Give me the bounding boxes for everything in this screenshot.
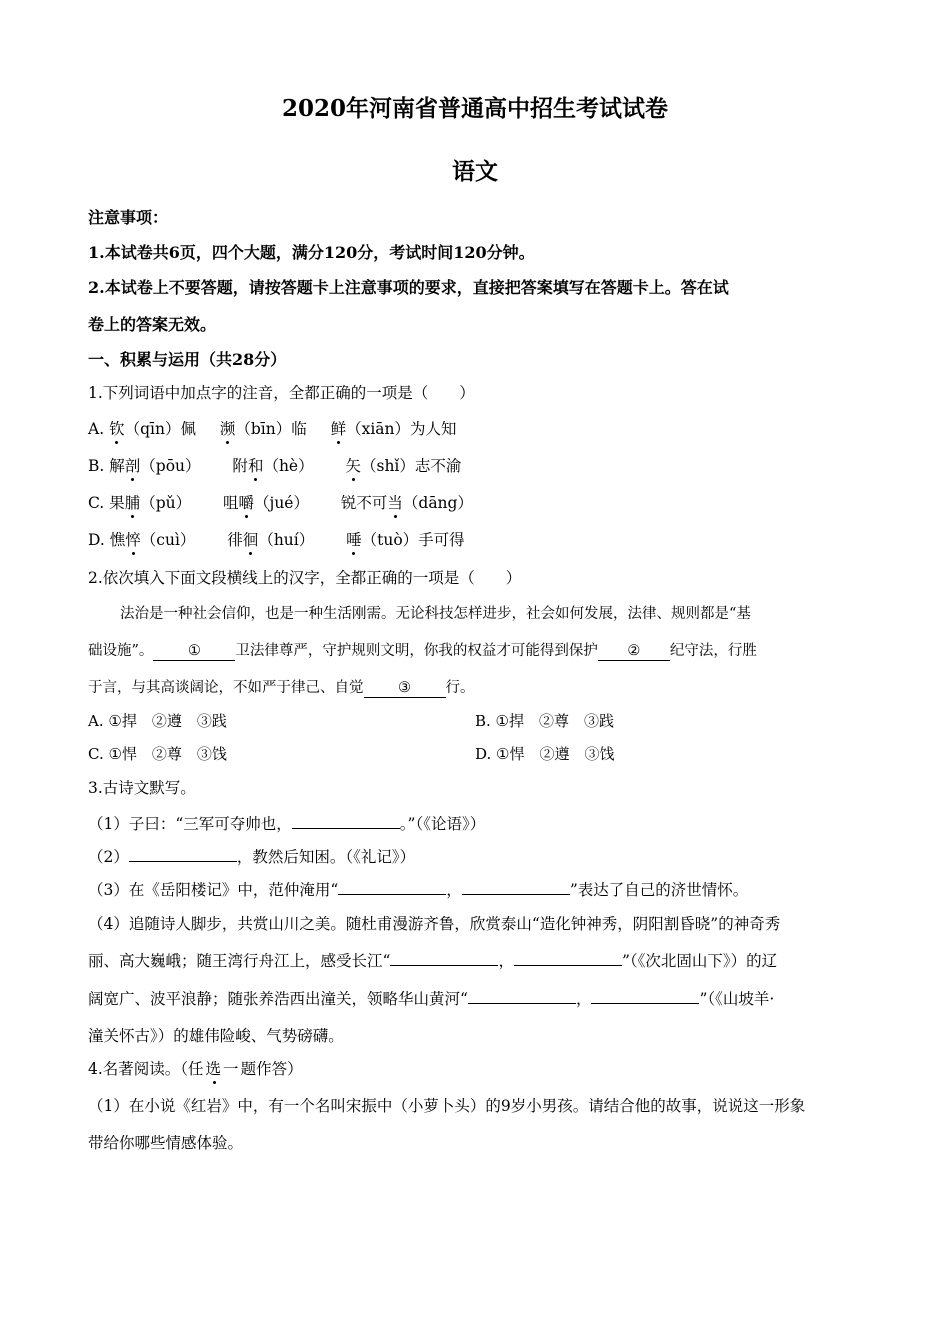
q2-passage-line-1: 法治是一种社会信仰，也是一种生活刚需。无论科技怎样进步，社会如何发展，法律、规则都是“基 — [120, 606, 751, 622]
q2-stem: 2.依次填入下面文段横线上的汉字，全都正确的一项是（ ） — [88, 569, 522, 587]
q2-blank-3: ③ — [364, 681, 446, 698]
q2-option-d: D. ①悍 ②遵 ③饯 — [475, 745, 615, 763]
q2-option-c: C. ①悍 ②尊 ③饯 — [88, 745, 227, 763]
q4-emphasis: 任选一 — [188, 1057, 241, 1079]
q2-option-b: B. ①捍 ②尊 ③践 — [475, 712, 615, 730]
q3-item-2: （2） ，教然后知困。（《礼记》） — [88, 848, 416, 866]
q2-blank-2: ② — [598, 644, 670, 661]
notice-heading: 注意事项： — [88, 208, 169, 227]
subject-title: 语文 — [452, 158, 498, 185]
q3-item-4: （4）追随诗人脚步，共赏山川之美。随杜甫漫游齐鲁，欣赏泰山“造化钟神秀，阴阳割昏晓”的神奇秀 — [88, 915, 781, 933]
q3-item-4-line-4: 潼关怀古》）的雄伟险峻、气势磅礴。 — [88, 1027, 344, 1045]
q4-stem: 4.名著阅读。（任选一题作答） — [88, 1057, 303, 1079]
q2-passage-line-3: 于言，与其高谈阔论，不如严于律己、自觉 ③ 行。 — [88, 680, 475, 696]
q3-blank-3a — [338, 882, 446, 895]
q3-blank-4a — [390, 953, 498, 966]
q4-item-1: （1）在小说《红岩》中，有一个名叫宋振中（小萝卜头）的9岁小男孩。请结合他的故事，说说这一形象 — [88, 1097, 806, 1115]
q2-blank-1: ① — [153, 644, 235, 661]
q3-item-4-line-2: 丽、高大巍峨；随王湾行舟江上，感受长江“ ， ”（《次北固山下》）的辽 — [88, 952, 778, 970]
q3-blank-4b — [514, 953, 622, 966]
q1-option-c: C. 果脯（pǔ） 咀嚼（jué） 锐不可当（dāng） — [88, 491, 473, 513]
notice-item-2: 2.本试卷上不要答题，请按答题卡上注意事项的要求，直接把答案填写在答题卡上。答在试 — [88, 278, 729, 297]
q3-blank-1 — [292, 816, 400, 829]
section-heading: 一、积累与运用（共28分） — [88, 350, 287, 369]
q2-option-a: A. ①捍 ②遵 ③践 — [88, 712, 227, 730]
q3-item-4-line-3: 阔宽广、波平浪静；随张养浩西出潼关，领略华山黄河“ ， ”（《山坡羊· — [88, 990, 775, 1008]
q3-stem: 3.古诗文默写。 — [88, 779, 196, 797]
q3-blank-2 — [129, 849, 237, 862]
notice-item-1: 1.本试卷共6页，四个大题，满分120分，考试时间120分钟。 — [88, 243, 535, 262]
exam-title: 2020年河南省普通高中招生考试试卷 — [281, 95, 668, 122]
notice-item-2-cont: 卷上的答案无效。 — [88, 315, 217, 334]
q3-item-1: （1）子曰：“三军可夺帅也， 。”（《论语》） — [88, 815, 486, 833]
q1-option-a: A. 钦（qīn）佩 濒（bīn）临 鲜（xiān）为人知 — [88, 417, 457, 439]
q1-stem: 1.下列词语中加点字的注音，全都正确的一项是（ ） — [88, 384, 475, 402]
q3-blank-4d — [591, 991, 699, 1004]
q1-option-d: D. 憔悴（cuì） 徘徊（huí） 唾（tuò）手可得 — [88, 528, 465, 550]
q3-item-3: （3）在《岳阳楼记》中，范仲淹用“ ， ”表达了自己的济世情怀。 — [88, 881, 749, 899]
q3-blank-4c — [468, 991, 576, 1004]
q2-passage-line-2: 础设施”。 ① 卫法律尊严，守护规则文明，你我的权益才可能得到保护 ② 纪守法，行胜 — [88, 643, 757, 659]
q4-item-1-cont: 带给你哪些情感体验。 — [88, 1134, 244, 1152]
q1-option-b: B. 解剖（pōu） 附和（hè） 矢（shǐ）志不渝 — [88, 454, 461, 476]
q3-blank-3b — [462, 882, 570, 895]
